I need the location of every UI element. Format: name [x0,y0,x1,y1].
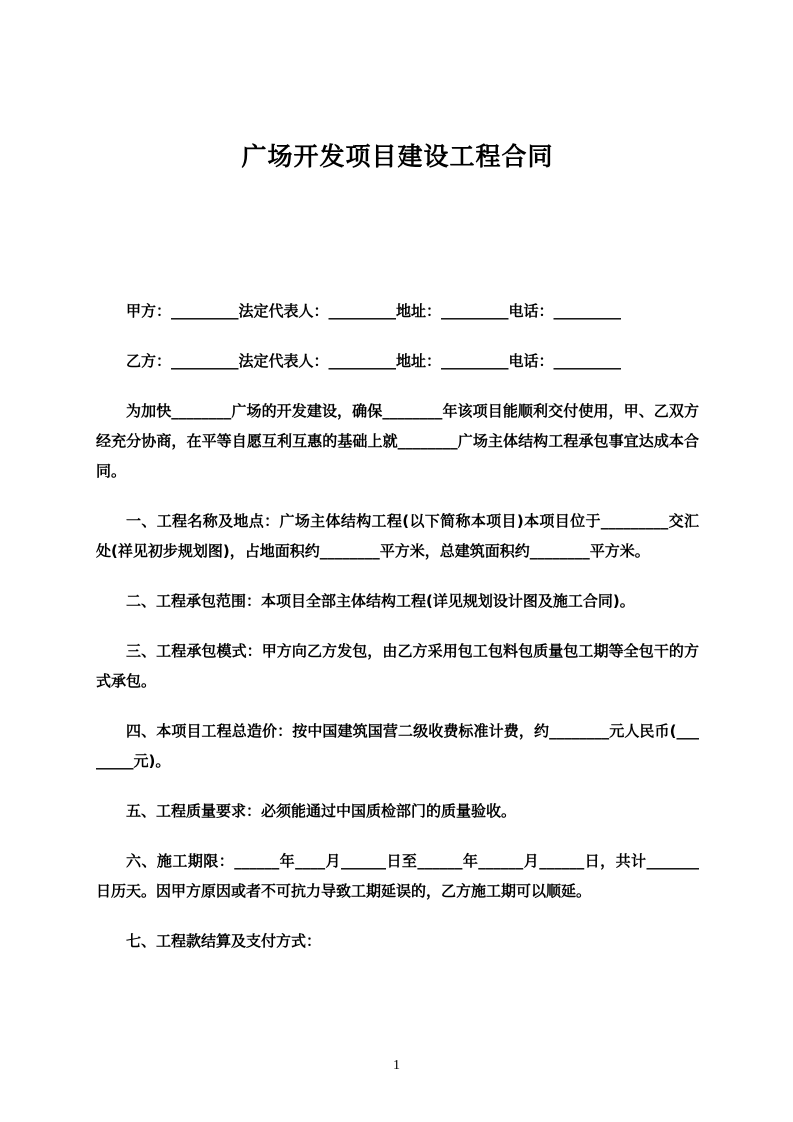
clause-1-project-name-location: 一、工程名称及地点：广场主体结构工程(以下简称本项目)本项目位于_________交汇处(祥见初步规划图)，占地面积约________平方米，总建筑面积约________平方米。 [96,512,699,560]
page-number: 1 [393,1058,400,1073]
clause-2-contract-scope: 二、工程承包范围：本项目全部主体结构工程(详见规划设计图及施工合同)。 [126,592,635,610]
document-title: 广场开发项目建设工程合同 [241,142,554,171]
clause-5-quality-requirement: 五、工程质量要求：必须能通过中国质检部门的质量验收。 [126,802,517,820]
clause-7-payment-method: 七、工程款结算及支付方式： [126,932,322,950]
clause-6-construction-period: 六、施工期限：______年____月______日至______年______月______日，共计_______日历天。因甲方原因或者不可抗力导致工期延误的，乙方施工期可以顺延。 [96,852,699,900]
party-a-line: 甲方：_________法定代表人：_________地址：_________电话：_________ [126,302,622,320]
party-b-line: 乙方：_________法定代表人：_________地址：_________电话：_________ [126,352,622,370]
document-body [96,296,699,956]
preamble-paragraph: 为加快________广场的开发建设，确保________年该项目能顺利交付使用，甲、乙双方经充分协商，在平等自愿互利互惠的基础上就________广场主体结构工程承包事宜达成本合同。 [96,402,699,480]
clause-3-contract-mode: 三、工程承包模式：甲方向乙方发包，由乙方采用包工包料包质量包工期等全包干的方式承包。 [96,642,699,690]
clause-4-total-price: 四、本项目工程总造价：按中国建筑国营二级收费标准计费，约________元人民币(________元)。 [96,722,699,770]
